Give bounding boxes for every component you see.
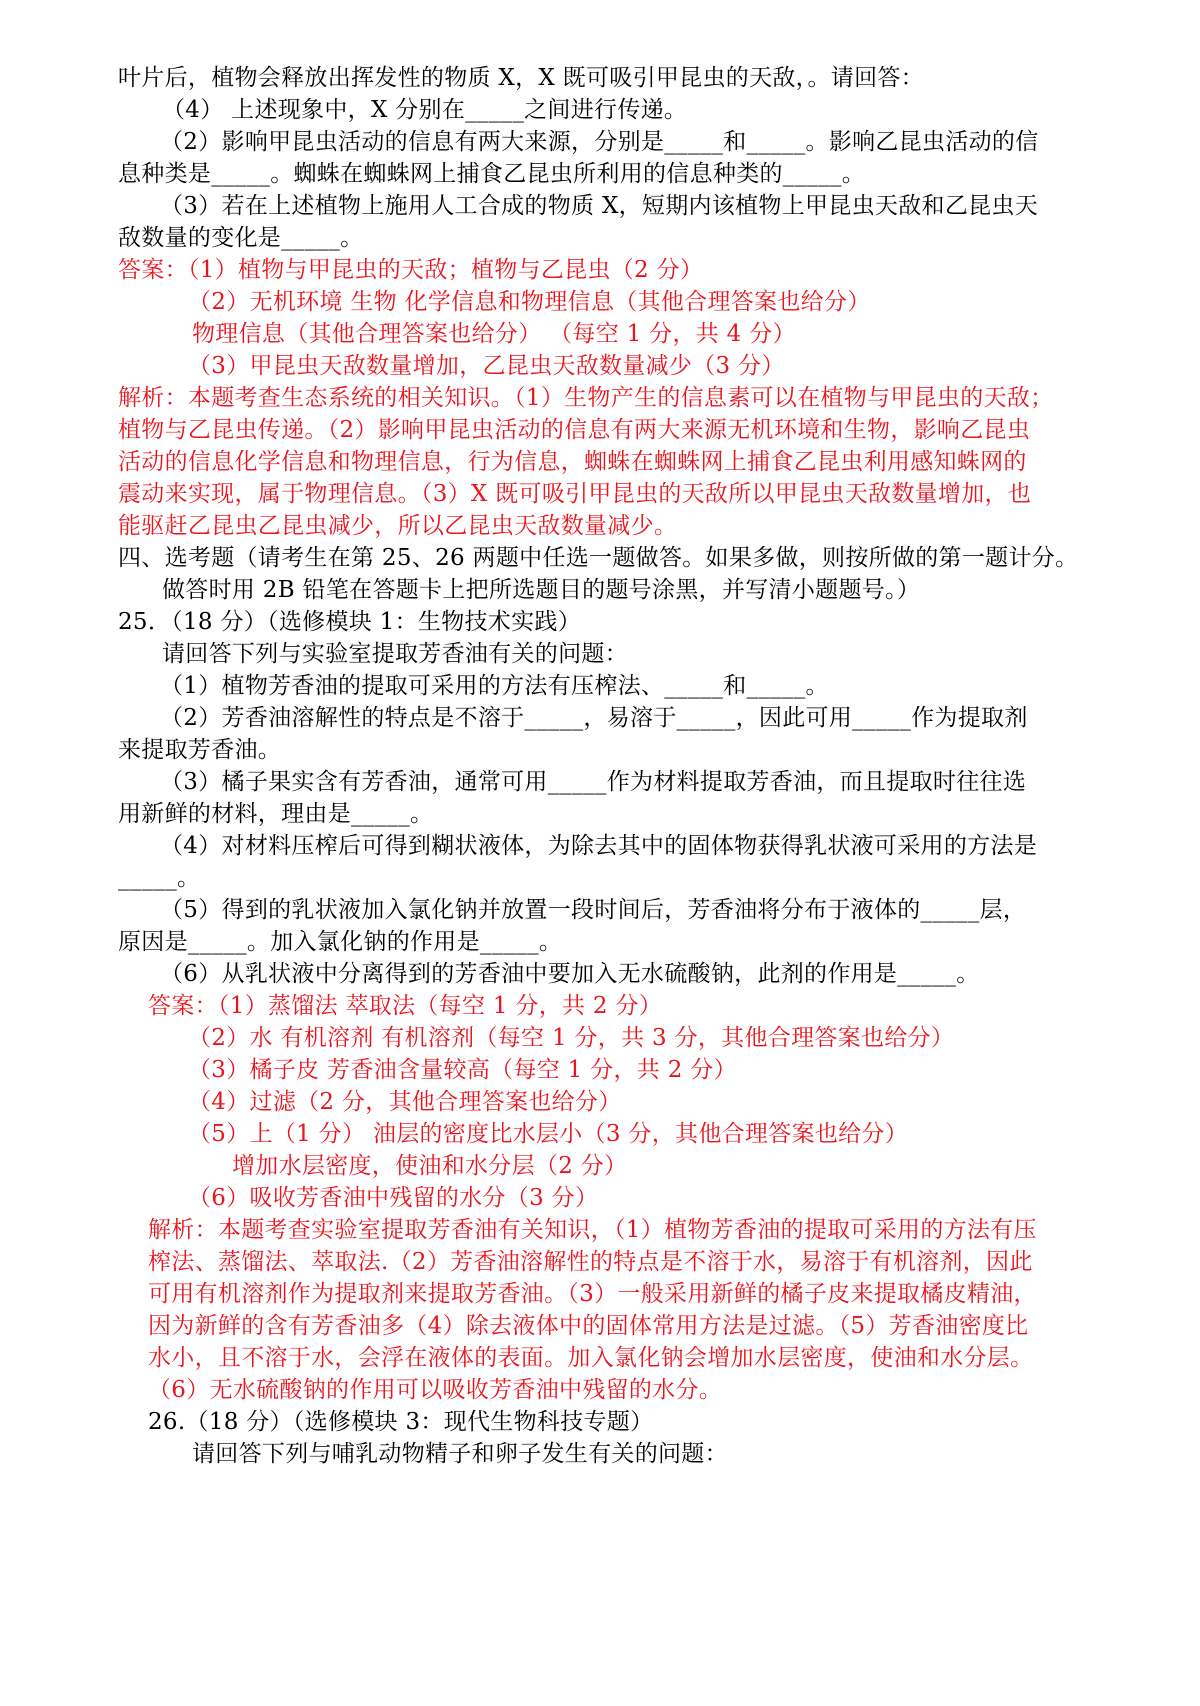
- analysis-line: 解析：本题考查生态系统的相关知识。（1）生物产生的信息素可以在植物与甲昆虫的天敌；: [118, 385, 1054, 411]
- text-line: 原因是_____。加入氯化钠的作用是_____。: [118, 929, 563, 955]
- analysis-line: 因为新鲜的含有芳香油多（4）除去液体中的固体常用方法是过滤。（5）芳香油密度比: [148, 1313, 1029, 1339]
- analysis-line: 水小，且不溶于水，会浮在液体的表面。加入氯化钠会增加水层密度，使油和水分层。: [148, 1345, 1034, 1371]
- analysis-line: 植物与乙昆虫传递。（2）影响甲昆虫活动的信息有两大来源无机环境和生物，影响乙昆虫: [118, 417, 1031, 443]
- analysis-line: 能驱赶乙昆虫乙昆虫减少，所以乙昆虫天敌数量减少。: [118, 513, 678, 539]
- answer-line: （6）吸收芳香油中残留的水分（3 分）: [188, 1185, 599, 1211]
- section-heading: 四、选考题（请考生在第 25、26 两题中任选一题做答。如果多做，则按所做的第一题计分。: [118, 545, 1079, 571]
- answer-line: 答案：（1）蒸馏法 萃取法（每空 1 分，共 2 分）: [148, 993, 663, 1019]
- text-line: 叶片后，植物会释放出挥发性的物质 X，X 既可吸引甲昆虫的天敌，。请回答：: [118, 65, 924, 91]
- answer-line: （4）过滤（2 分，其他合理答案也给分）: [188, 1089, 622, 1115]
- analysis-line: （6）无水硫酸钠的作用可以吸收芳香油中残留的水分。: [148, 1377, 723, 1403]
- answer-line: （3）甲昆虫天敌数量增加，乙昆虫天敌数量减少（3 分）: [188, 353, 785, 379]
- text-line: （1）植物芳香油的提取可采用的方法有压榨法、_____和_____。: [160, 673, 829, 699]
- text-line: 用新鲜的材料，理由是_____。: [118, 801, 434, 827]
- text-line: 请回答下列与哺乳动物精子和卵子发生有关的问题：: [192, 1441, 728, 1467]
- question-title: 25．（18 分）（选修模块 1：生物技术实践）: [118, 609, 581, 635]
- text-line: （2）影响甲昆虫活动的信息有两大来源，分别是_____和_____。影响乙昆虫活动的信: [160, 129, 1039, 155]
- answer-line: 增加水层密度，使油和水分层（2 分）: [232, 1153, 628, 1179]
- text-line: （6）从乳状液中分离得到的芳香油中要加入无水硫酸钠，此剂的作用是_____。: [160, 961, 980, 987]
- answer-line: （3）橘子皮 芳香油含量较高（每空 1 分，共 2 分）: [188, 1057, 737, 1083]
- text-line: （5）得到的乳状液加入氯化钠并放置一段时间后，芳香油将分布于液体的_____层，: [160, 897, 1027, 923]
- text-line: 来提取芳香油。: [118, 737, 282, 763]
- question-title: 26.（18 分）（选修模块 3：现代生物科技专题）: [148, 1409, 654, 1435]
- text-line: 敌数量的变化是_____。: [118, 225, 364, 251]
- text-line: （4）对材料压榨后可得到糊状液体，为除去其中的固体物获得乳状液可采用的方法是: [160, 833, 1038, 859]
- analysis-line: 可用有机溶剂作为提取剂来提取芳香油。（3）一般采用新鲜的橘子皮来提取橘皮精油，: [148, 1281, 1037, 1307]
- analysis-line: 榨法、蒸馏法、萃取法.（2）芳香油溶解性的特点是不溶于水，易溶于有机溶剂，因此: [148, 1249, 1033, 1275]
- text-line: （3）橘子果实含有芳香油，通常可用_____作为材料提取芳香油，而且提取时往往选: [160, 769, 1027, 795]
- answer-line: （5）上（1 分） 油层的密度比水层小（3 分，其他合理答案也给分）: [188, 1121, 909, 1147]
- text-line: 做答时用 2B 铅笔在答题卡上把所选题目的题号涂黑，并写清小题题号。）: [162, 577, 921, 603]
- answer-line: 物理信息（其他合理答案也给分） （每空 1 分，共 4 分）: [192, 321, 796, 347]
- analysis-line: 震动来实现，属于物理信息。（3）X 既可吸引甲昆虫的天敌所以甲昆虫天敌数量增加，也: [118, 481, 1032, 507]
- analysis-line: 活动的信息化学信息和物理信息，行为信息，蜘蛛在蜘蛛网上捕食乙昆虫利用感知蛛网的: [118, 449, 1027, 475]
- text-line: 息种类是_____。蜘蛛在蜘蛛网上捕食乙昆虫所利用的信息种类的_____。: [118, 161, 866, 187]
- answer-line: （2）水 有机溶剂 有机溶剂（每空 1 分，共 3 分，其他合理答案也给分）: [188, 1025, 955, 1051]
- text-line: （2）芳香油溶解性的特点是不溶于_____，易溶于_____，因此可用_____作为提取剂: [160, 705, 1028, 731]
- text-line: （3）若在上述植物上施用人工合成的物质 X，短期内该植物上甲昆虫天敌和乙昆虫天: [160, 193, 1039, 219]
- text-line: （4） 上述现象中，X 分别在_____之间进行传递。: [162, 97, 688, 123]
- analysis-line: 解析：本题考查实验室提取芳香油有关知识，（1）植物芳香油的提取可采用的方法有压: [148, 1217, 1037, 1243]
- text-line: 请回答下列与实验室提取芳香油有关的问题：: [162, 641, 628, 667]
- answer-line: 答案：（1）植物与甲昆虫的天敌；植物与乙昆虫（2 分）: [118, 257, 704, 283]
- answer-line: （2）无机环境 生物 化学信息和物理信息（其他合理答案也给分）: [188, 289, 871, 315]
- text-line: _____。: [118, 865, 201, 891]
